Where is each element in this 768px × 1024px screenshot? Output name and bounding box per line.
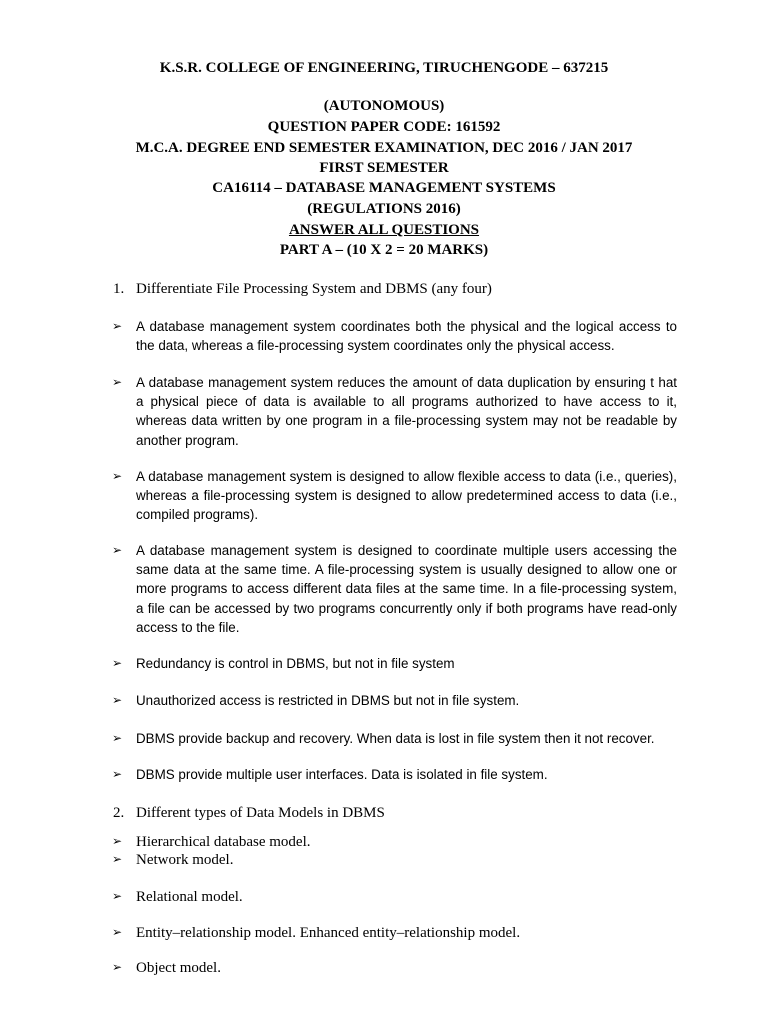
arrow-bullet-icon: ➢	[112, 960, 123, 974]
regulations-label: (REGULATIONS 2016)	[307, 201, 461, 217]
arrow-bullet-icon: ➢	[112, 925, 123, 939]
arrow-bullet-icon: ➢	[112, 731, 123, 745]
question-text: Differentiate File Processing System and DBMS (any four)	[136, 281, 492, 297]
answer-item: A database management system is designed to allow flexible access to data (i.e., queries), whereas a file-processing system is designed to allow predetermined access to data (i.e., compiled programs).	[136, 469, 677, 523]
question-text: Different types of Data Models in DBMS	[136, 805, 385, 821]
instruction-label: ANSWER ALL QUESTIONS	[288, 222, 480, 238]
arrow-bullet-icon: ➢	[112, 656, 123, 670]
data-model-item: Entity–relationship model. Enhanced entity–relationship model.	[136, 925, 521, 941]
data-model-item: Relational model.	[136, 889, 243, 905]
arrow-bullet-icon: ➢	[112, 319, 123, 333]
arrow-bullet-icon: ➢	[112, 693, 123, 707]
answer-item: A database management system coordinates both the physical and the logical access to the data, whereas a file-processing system coordinates only the physical access.	[136, 319, 677, 354]
answer-item: DBMS provide multiple user interfaces. Data is isolated in file system.	[136, 767, 548, 782]
answer-item: Unauthorized access is restricted in DBMS but not in file system.	[136, 693, 520, 708]
arrow-bullet-icon: ➢	[112, 767, 123, 781]
arrow-bullet-icon: ➢	[112, 834, 123, 848]
arrow-bullet-icon: ➢	[112, 852, 123, 866]
answer-item: DBMS provide backup and recovery. When data is lost in file system then it not recover.	[136, 731, 655, 746]
college-name: K.S.R. COLLEGE OF ENGINEERING, TIRUCHENGODE – 637215	[159, 60, 609, 76]
course-title: CA16114 – DATABASE MANAGEMENT SYSTEMS	[212, 180, 556, 196]
part-label: PART A – (10 X 2 = 20 MARKS)	[279, 242, 489, 258]
semester-label: FIRST SEMESTER	[319, 160, 449, 176]
autonomous-label: (AUTONOMOUS)	[323, 98, 445, 114]
question-number: 1.	[113, 281, 125, 297]
data-model-item: Network model.	[136, 852, 234, 868]
data-model-item: Hierarchical database model.	[136, 834, 311, 850]
question-paper-code: QUESTION PAPER CODE: 161592	[267, 119, 501, 135]
arrow-bullet-icon: ➢	[112, 469, 123, 483]
arrow-bullet-icon: ➢	[112, 375, 123, 389]
answer-item: A database management system reduces the amount of data duplication by ensuring t hat a physical piece of data is available to all programs authorized to have access to it, whereas data written by one program in a file-processing system may not be readable by another program.	[136, 375, 677, 448]
answer-item: A database management system is designed to coordinate multiple users accessing the same data at the same time. A file-processing system is usually designed to allow one or more programs to access different data files at the same time. In a file-processing system, a file can be accessed by two programs concurrently only if both programs have read-only access to the file.	[136, 543, 677, 635]
arrow-bullet-icon: ➢	[112, 543, 123, 557]
answer-item: Redundancy is control in DBMS, but not in file system	[136, 656, 455, 671]
data-model-item: Object model.	[136, 960, 221, 976]
arrow-bullet-icon: ➢	[112, 889, 123, 903]
question-number: 2.	[113, 805, 125, 821]
exam-title: M.C.A. DEGREE END SEMESTER EXAMINATION, DEC 2016 / JAN 2017	[135, 140, 633, 156]
